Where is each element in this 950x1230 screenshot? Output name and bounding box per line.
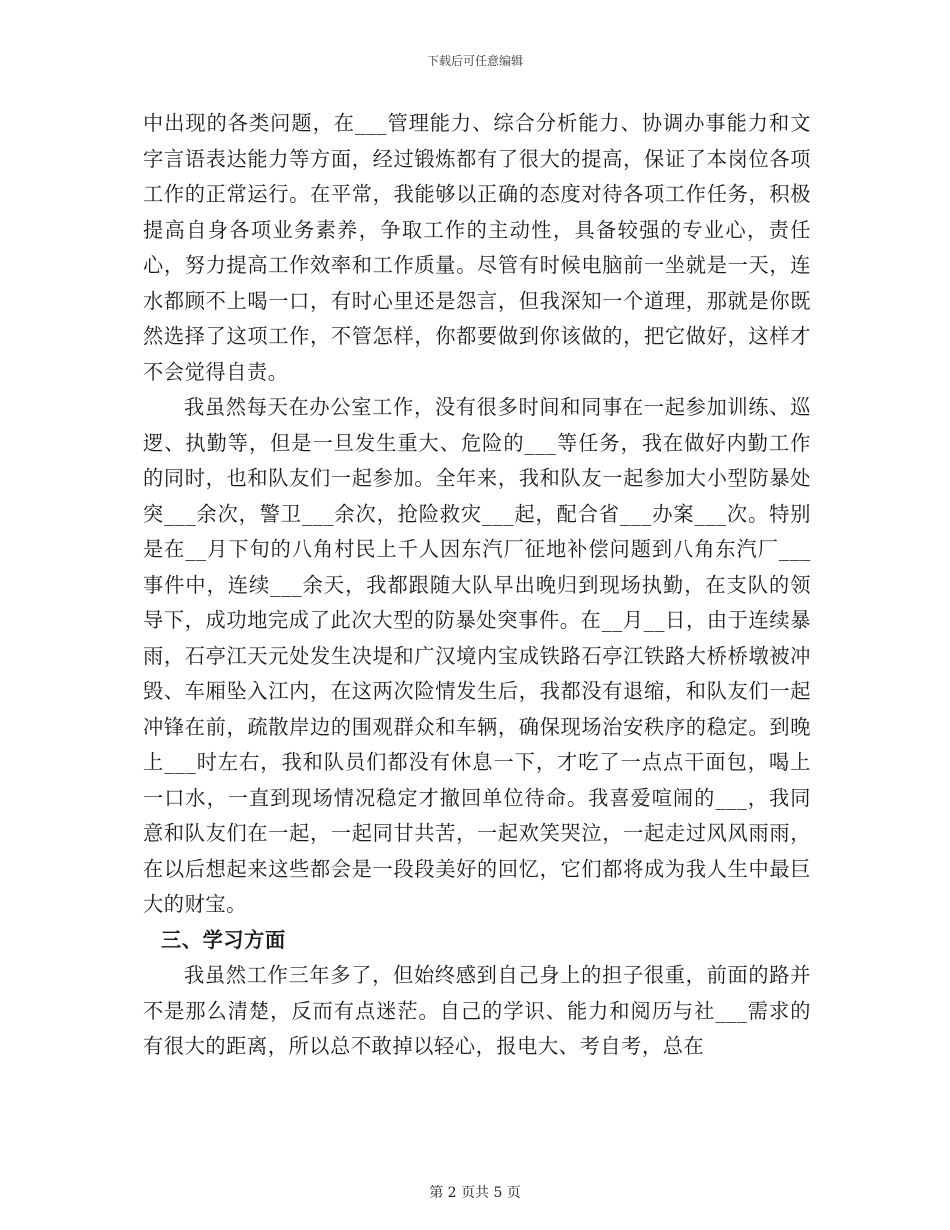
paragraph-duty-participation: 我虽然每天在办公室工作，没有很多时间和同事在一起参加训练、巡逻、执勤等，但是一旦发生重大、危险的___等任务，我在做好内勤工作的同时，也和队友们一起参加。全年来，我和队友一起参加大小型防暴处突___余次，警卫___余次，抢险救灾___起，配合省___办案___次。特别是在__月下旬的八角村民上千人因东汽厂征地补偿问题到八角东汽厂___事件中，连续___余天，我都跟随大队早出晚归到现场执勤，在支队的领导下，成功地完成了此次大型的防暴处突事件。在__月__日，由于连续暴雨，石亭江天元处发生决堤和广汉境内宝成铁路石亭江铁路大桥桥墩被冲毁、车厢坠入江内，在这两次险情发生后，我都没有退缩，和队友们一起冲锋在前，疏散岸边的围观群众和车辆，确保现场治安秩序的稳定。到晚上___时左右，我和队员们都没有休息一下，才吃了一点点干面包，喝上一口水，一直到现场情况稳定才撤回单位待命。我喜爱喧闹的___，我同意和队友们在一起，一起同甘共苦，一起欢笑哭泣，一起走过风风雨雨，在以后想起来这些都会是一段段美好的回忆，它们都将成为我人生中最巨大的财宝。 — [143, 395, 811, 916]
page-number-footer: 第 2 页共 5 页 — [429, 1185, 521, 1201]
paragraph-work-continued: 中出现的各类问题，在___管理能力、综合分析能力、协调办事能力和文字言语表达能力等方面，经过锻炼都有了很大的提高，保证了本岗位各项工作的正常运行。在平常，我能够以正确的态度对待各项工作任务，积极提高自身各项业务素养，争取工作的主动性，具备较强的专业心，责任心，努力提高工作效率和工作质量。尽管有时候电脑前一坐就是一天，连水都顾不上喝一口，有时心里还是怨言，但我深知一个道理，那就是你既然选择了这项工作，不管怎样，你都要做到你该做的，把它做好，这样才不会觉得自责。 — [143, 111, 811, 384]
document-body — [143, 106, 811, 1065]
section-heading-study: 三、学习方面 — [161, 927, 286, 952]
page-header: 下载后可任意编辑 — [426, 54, 523, 68]
paragraph-study: 我虽然工作三年多了，但始终感到自己身上的担子很重，前面的路并不是那么清楚，反而有点迷茫。自己的学识、能力和阅历与社___需求的有很大的距离，所以总不敢掉以轻心，报电大、考自考，总在 — [143, 963, 811, 1058]
